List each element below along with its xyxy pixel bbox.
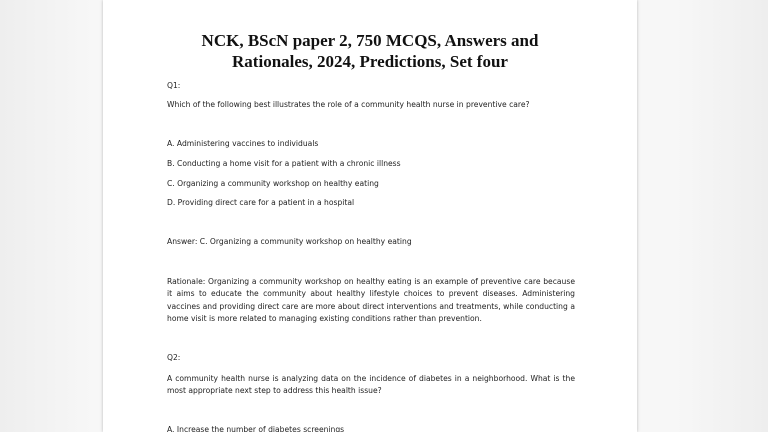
question-1-option-d: D. Providing direct care for a patient in a hospital [167, 198, 355, 207]
question-2-text: A community health nurse is analyzing data on the incidence of diabetes in a neighborhood. What is the most appropriate next step to address this health issue? [167, 374, 575, 396]
question-1-rationale: Rationale: Organizing a community workshop on healthy eating is an example of preventive care because it aims to educate the community about healthy lifestyle choices to prevent diseases. Administering vaccines and providing direct care are more about direct interventions and treatments, while conducting a home visit is more related to managing existing conditions rather than prevention. [167, 277, 575, 324]
title-line-2: Rationales, 2024, Predictions, Set four [232, 52, 508, 71]
question-2-option-a: A. Increase the number of diabetes screenings [167, 425, 345, 432]
question-1-label: Q1: [167, 81, 181, 90]
question-1-option-b: B. Conducting a home visit for a patient with a chronic illness [167, 159, 401, 168]
question-1-option-a: A. Administering vaccines to individuals [167, 139, 319, 148]
question-1-answer: Answer: C. Organizing a community workshop on healthy eating [167, 237, 412, 246]
question-1-option-c: C. Organizing a community workshop on healthy eating [167, 179, 379, 188]
question-1-text: Which of the following best illustrates the role of a community health nurse in preventive care? [167, 100, 530, 109]
question-2-label: Q2: [167, 353, 181, 362]
document-page [103, 0, 637, 432]
document-title [103, 30, 637, 72]
title-line-1: NCK, BScN paper 2, 750 MCQS, Answers and [201, 31, 539, 50]
